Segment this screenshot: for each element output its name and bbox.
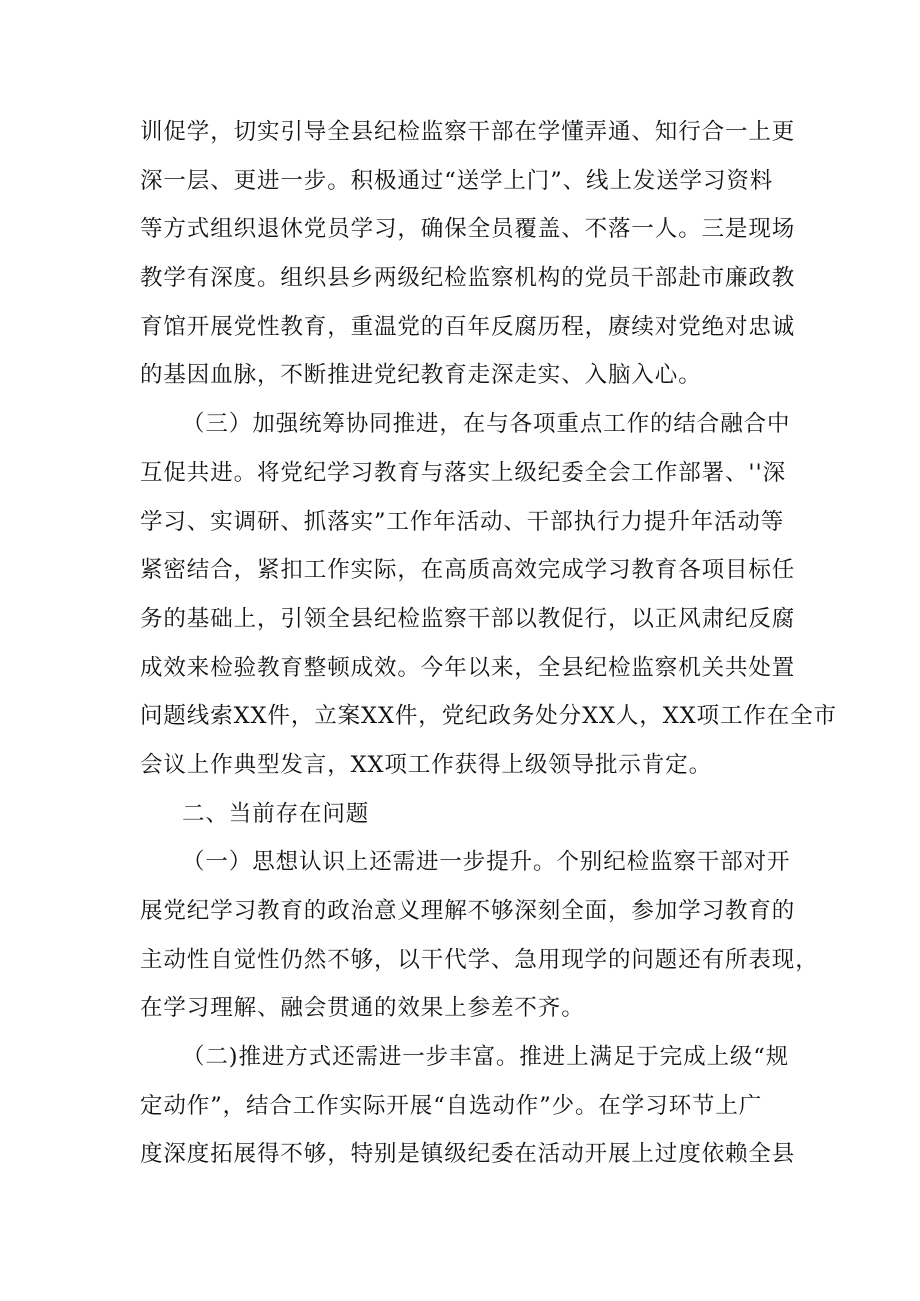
text-line: 育馆开展党性教育，重温党的百年反腐历程，赓续对党绝对忠诚 <box>140 313 796 340</box>
text-line: 务的基础上，引领全县纪检监察干部以教促行，以正风肃纪反腐 <box>140 605 796 632</box>
text-line: 问题线索XX件，立案XX件，党纪政务处分XX人，XX项工作在全市 <box>140 703 837 730</box>
text-line: 紧密结合，紧扣工作实际，在高质高效完成学习教育各项目标任 <box>140 557 796 584</box>
text-line: 训促学，切实引导全县纪检监察干部在学懂弄通、知行合一上更 <box>140 119 796 145</box>
text-line: 的基因血脉，不断推进党纪教育走深走实、入脑入心。 <box>140 362 702 389</box>
text-line: 互促共进。将党纪学习教育与落实上级纪委全会工作部署、''深 <box>140 459 786 486</box>
text-line: 学习、实调研、抓落实”工作年活动、干部执行力提升年活动等 <box>140 508 785 535</box>
paragraph-start-line: （一）思想认识上还需进一步提升。个别纪检监察干部对开 <box>182 849 791 876</box>
text-line: 等方式组织退休党员学习，确保全员覆盖、不落一人。三是现场 <box>140 216 796 243</box>
paragraph-start-line: （三）加强统筹协同推进，在与各项重点工作的结合融合中 <box>182 411 791 438</box>
text-line: 会议上作典型发言，XX项工作获得上级领导批示肯定。 <box>140 751 713 778</box>
text-line: 在学习理解、融会贯通的效果上参差不齐。 <box>140 995 585 1022</box>
text-line: 展党纪学习教育的政治意义理解不够深刻全面，参加学习教育的 <box>140 898 796 924</box>
text-line: 教学有深度。组织县乡两级纪检监察机构的党员干部赴市廉政教 <box>140 265 796 292</box>
paragraph-start-line: （二)推进方式还需进一步丰富。推进上满足于完成上级“规 <box>182 1044 790 1071</box>
document-body <box>140 108 837 1179</box>
text-line: 深一层、更进一步。积极通过“送学上门”、线上发送学习资料 <box>140 167 774 194</box>
text-line: 度深度拓展得不够，特别是镇级纪委在活动开展上过度依赖全县 <box>140 1141 796 1168</box>
text-line: 成效来检验教育整顿成效。今年以来，全县纪检监察机关共处置 <box>140 654 796 681</box>
section-heading: 二、当前存在问题 <box>182 800 370 827</box>
text-line: 定动作”，结合工作实际开展“自选动作”少。在学习环节上广 <box>140 1092 763 1119</box>
text-line: 主动性自觉性仍然不够，以干代学、急用现学的问题还有所表现， <box>140 946 819 973</box>
